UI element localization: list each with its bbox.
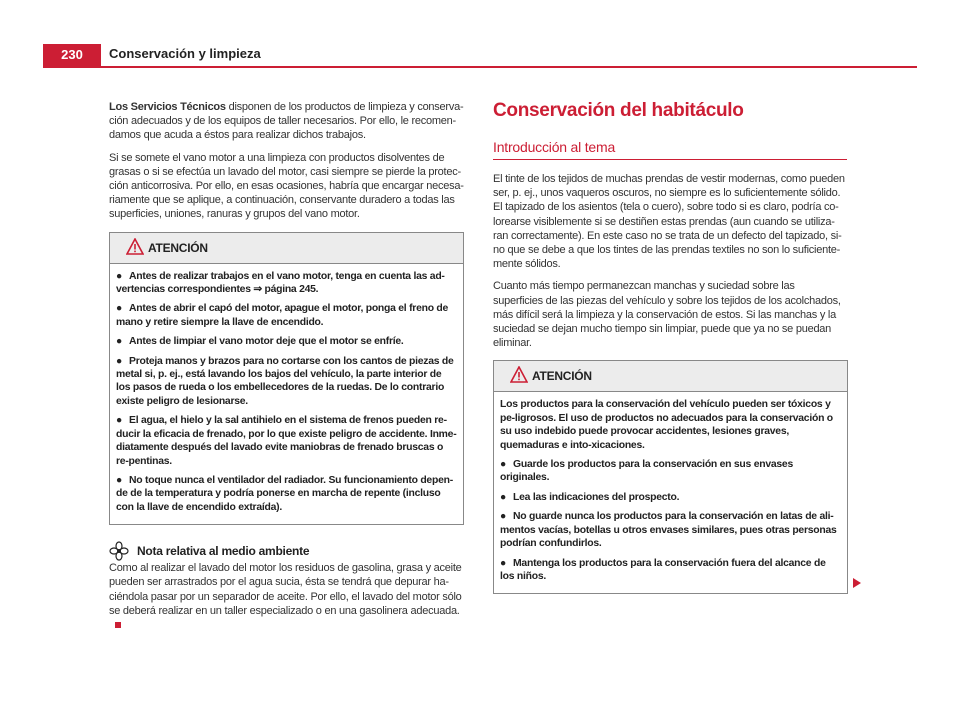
engine-cleaning-paragraph: Si se somete el vano motor a una limpieza con productos disolventes de grasas o si se efectúa un lavado del motor, casi siempre se pierde la protec-ción anticorrosiva. Por ello, en esas ocasiones, habría que encargar necesa-riamente que se aplique, a continuación, conservante duradero a todas las superficies, uniones, ranuras y grupos del vano motor.: [109, 151, 464, 221]
subsection-rule: [493, 159, 847, 160]
subsection-title: Introducción al tema: [493, 139, 616, 155]
section-title: Conservación del habitáculo: [493, 100, 744, 121]
header-rule: [43, 66, 917, 68]
warning-triangle-icon: [126, 238, 144, 255]
warning-triangle-icon: [510, 366, 528, 383]
warning-header: [110, 233, 463, 264]
warning-item: [116, 474, 457, 514]
bullet: ●: [116, 303, 123, 315]
page-number: 230: [43, 44, 101, 66]
warning-item: [500, 491, 841, 504]
bullet: ●: [116, 336, 123, 348]
warning-item-text: Antes de realizar trabajos en el vano motor, tenga en cuenta las ad-vertencias correspondientes ⇒ página 245.: [116, 270, 445, 296]
bullet: ●: [116, 474, 123, 486]
warning-item-text: Mantenga los productos para la conservación fuera del alcance de los niños.: [500, 557, 826, 582]
bullet: ●: [500, 459, 507, 471]
warning-item-text: El agua, el hielo y la sal antihielo en el sistema de frenos pueden re-ducir la eficacia de frenado, por lo que existe peligro de accidente. Inme-diatamente después del lavado evite maniobras de frenado bruscas o re-pentinas.: [116, 415, 457, 467]
warning-title: ATENCIÓN: [532, 369, 592, 384]
continue-arrow-icon: [853, 578, 861, 588]
chapter-title: Conservación y limpieza: [109, 46, 261, 61]
warning-body: [110, 264, 463, 525]
environment-note: [109, 541, 464, 632]
stains-paragraph: Cuanto más tiempo permanezcan manchas y suciedad sobre las superficies de las piezas del vehículo y sobre los tejidos de los acolchados, más difícil será la limpieza y la conservación de estos. Si las manchas y la suciedad se dejan mucho tiempo sin limpiar, puede que ya no se puedan eliminar.: [493, 280, 841, 350]
environment-note-text: [109, 561, 464, 632]
warning-item-text: Lea las indicaciones del prospecto.: [513, 491, 680, 503]
warning-header: [494, 361, 847, 392]
environment-note-title: Nota relativa al medio ambiente: [137, 544, 310, 559]
warning-box-engine: [109, 232, 464, 526]
warning-item-text: Antes de abrir el capó del motor, apague el motor, ponga el freno de mano y retire siempre la llave de encendido.: [116, 303, 449, 328]
bullet: ●: [500, 557, 507, 569]
warning-item: [500, 458, 841, 485]
warning-item-text: No guarde nunca los productos para la conservación en latas de ali-mentos vacías, botellas u otros envases similares, pues otras personas podrían confundirlos.: [500, 511, 837, 550]
warning-item: [500, 557, 841, 584]
warning-intro: Los productos para la conservación del vehículo pueden ser tóxicos y pe-ligrosos. El uso de productos no adecuados para la conservación o su uso indebido puede provocar accidentes, lesiones graves, quemaduras e into-xicaciones.: [500, 399, 833, 451]
right-column: [493, 100, 847, 594]
bullet: ●: [500, 511, 507, 523]
warning-item-text: No toque nunca el ventilador del radiador. Su funcionamiento depen-de de la temperatura y podría ponerse en marcha de repente (incluso con la llave de encendido extraída).: [116, 474, 453, 513]
bullet: ●: [500, 491, 507, 503]
page-header: [0, 0, 960, 70]
warning-title: ATENCIÓN: [148, 240, 208, 255]
warning-item: [116, 335, 457, 348]
warning-item-text: Guarde los productos para la conservación en sus envases originales.: [500, 459, 793, 484]
warning-item: [116, 414, 457, 468]
warning-body: [494, 392, 847, 593]
warning-item: [116, 302, 457, 329]
intro-paragraph: [109, 100, 464, 143]
warning-item: [500, 510, 841, 550]
environment-flower-icon: [109, 541, 129, 561]
intro-bold: Los Servicios Técnicos: [109, 101, 226, 113]
warning-item: [116, 270, 457, 297]
bullet: ●: [116, 355, 123, 367]
left-column: [109, 100, 464, 632]
warning-item: [116, 355, 457, 409]
warning-box-care-products: [493, 360, 848, 594]
warning-item-text: Proteja manos y brazos para no cortarse con los cantos de piezas de metal si, p. ej., está lavando los bajos del vehículo, la parte interior de los pasos de rueda o los embellecedores de la ruedas. De lo contrario existe peligro de lesionarse.: [116, 355, 454, 407]
bullet: ●: [116, 415, 123, 427]
bullet: ●: [116, 270, 123, 282]
section-end-marker: [115, 622, 121, 628]
environment-note-body: Como al realizar el lavado del motor los residuos de gasolina, grasa y aceite pueden ser arrastrados por el agua sucia, ésta se tendrá que depurar ha-ciéndola pasar por un separador de aceite. Por ello, el lavado del motor sólo se deberá realizar en un taller especializado o en una gasolinera adecuada.: [109, 562, 462, 617]
fabric-dye-paragraph: El tinte de los tejidos de muchas prendas de vestir modernas, como pueden ser, p. ej., unos vaqueros oscuros, no siempre es lo suficientemente sólido. El tapizado de los asientos (tela o cuero), sobre todo si es claro, podría co-lorearse visiblemente si se destiñen estas prendas (aun cuando se utiliza-ran correctamente). En este caso no se trata de un defecto del tapizado, si-no que se debe a que los tintes de las prendas textiles no son lo suficiente-mente sólidos.: [493, 173, 845, 271]
intro-text: disponen de los productos de limpieza y conserva-ción adecuados y de los equipos de taller necesarios. Por ello, le recomen-damos que acuda a éstos para realizar dichos trabajos.: [109, 101, 464, 142]
warning-item-text: Antes de limpiar el vano motor deje que el motor se enfríe.: [129, 336, 404, 348]
